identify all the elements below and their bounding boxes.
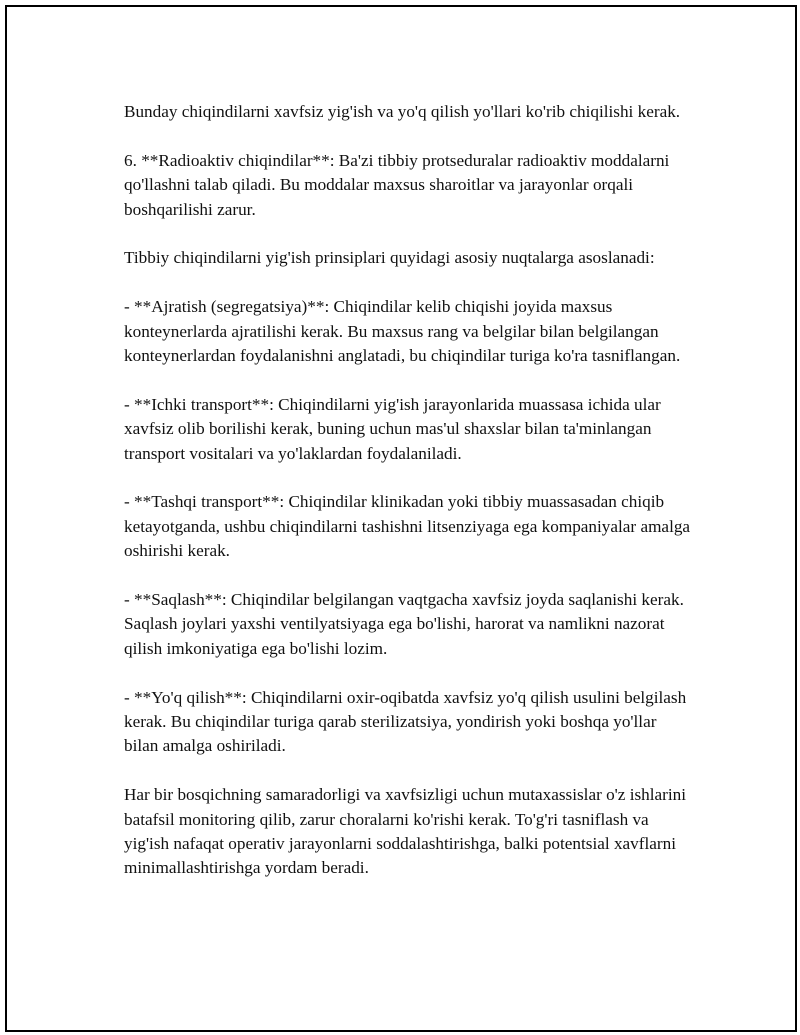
list-item-segregation: - **Ajratish (segregatsiya)**: Chiqindilar kelib chiqishi joyida maxsus konteynerlarda ajratilishi kerak. Bu maxsus rang va belgilar bilan belgilangan konteynerlardan foydalanishni anglatadi, bu chiqindilar turiga ko'ra tasniflangan. (124, 297, 681, 366)
list-item-internal-transport: - **Ichki transport**: Chiqindilarni yig'ish jarayonlarida muassasa ichida ular xavfsiz olib borilishi kerak, buning uchun mas'ul shaxslar bilan ta'minlangan transport vositalari va yo'laklardan foydalaniladi. (124, 394, 661, 463)
document-body (124, 100, 694, 881)
paragraph-collection-principles: Tibbiy chiqindilarni yig'ish prinsiplari quyidagi asosiy nuqtalarga asoslanadi: (124, 248, 655, 268)
list-item-storage: - **Saqlash**: Chiqindilar belgilangan vaqtgacha xavfsiz joyda saqlanishi kerak. Saqlash joylari yaxshi ventilyatsiyaga ega bo'lishi, harorat va namlikni nazorat qilish imkoniyatiga ega bo'lishi lozim. (124, 590, 684, 658)
paragraph-conclusion: Har bir bosqichning samaradorligi va xavfsizligi uchun mutaxassislar o'z ishlarini batafsil monitoring qilib, zarur choralarni ko'rishi kerak. To'g'ri tasniflash va yig'ish nafaqat operativ jarayonlarni soddalashtirishga, balki potentsial xavflarni minimallashtirishga yordam beradi. (124, 785, 687, 878)
paragraph-radioactive-waste: 6. **Radioaktiv chiqindilar**: Ba'zi tibbiy protseduralar radioaktiv moddalarni qo'llashni talab qiladi. Bu moddalar maxsus sharoitlar va jarayonlar orqali boshqarilishi zarur. (124, 150, 670, 219)
list-item-external-transport: - **Tashqi transport**: Chiqindilar klinikadan yoki tibbiy muassasadan chiqib ketayotganda, ushbu chiqindilarni tashishni litsenziyaga ega kompaniyalar amalga oshirishi kerak. (124, 492, 691, 561)
page-frame (5, 5, 797, 1032)
paragraph-intro-continuation: Bunday chiqindilarni xavfsiz yig'ish va yo'q qilish yo'llari ko'rib chiqilishi kerak. (124, 102, 681, 121)
list-item-disposal: - **Yo'q qilish**: Chiqindilarni oxir-oqibatda xavfsiz yo'q qilish usulini belgilash kerak. Bu chiqindilar turiga qarab sterilizatsiya, yondirish yoki boshqa yo'llar bilan amalga oshiriladi. (124, 687, 687, 756)
